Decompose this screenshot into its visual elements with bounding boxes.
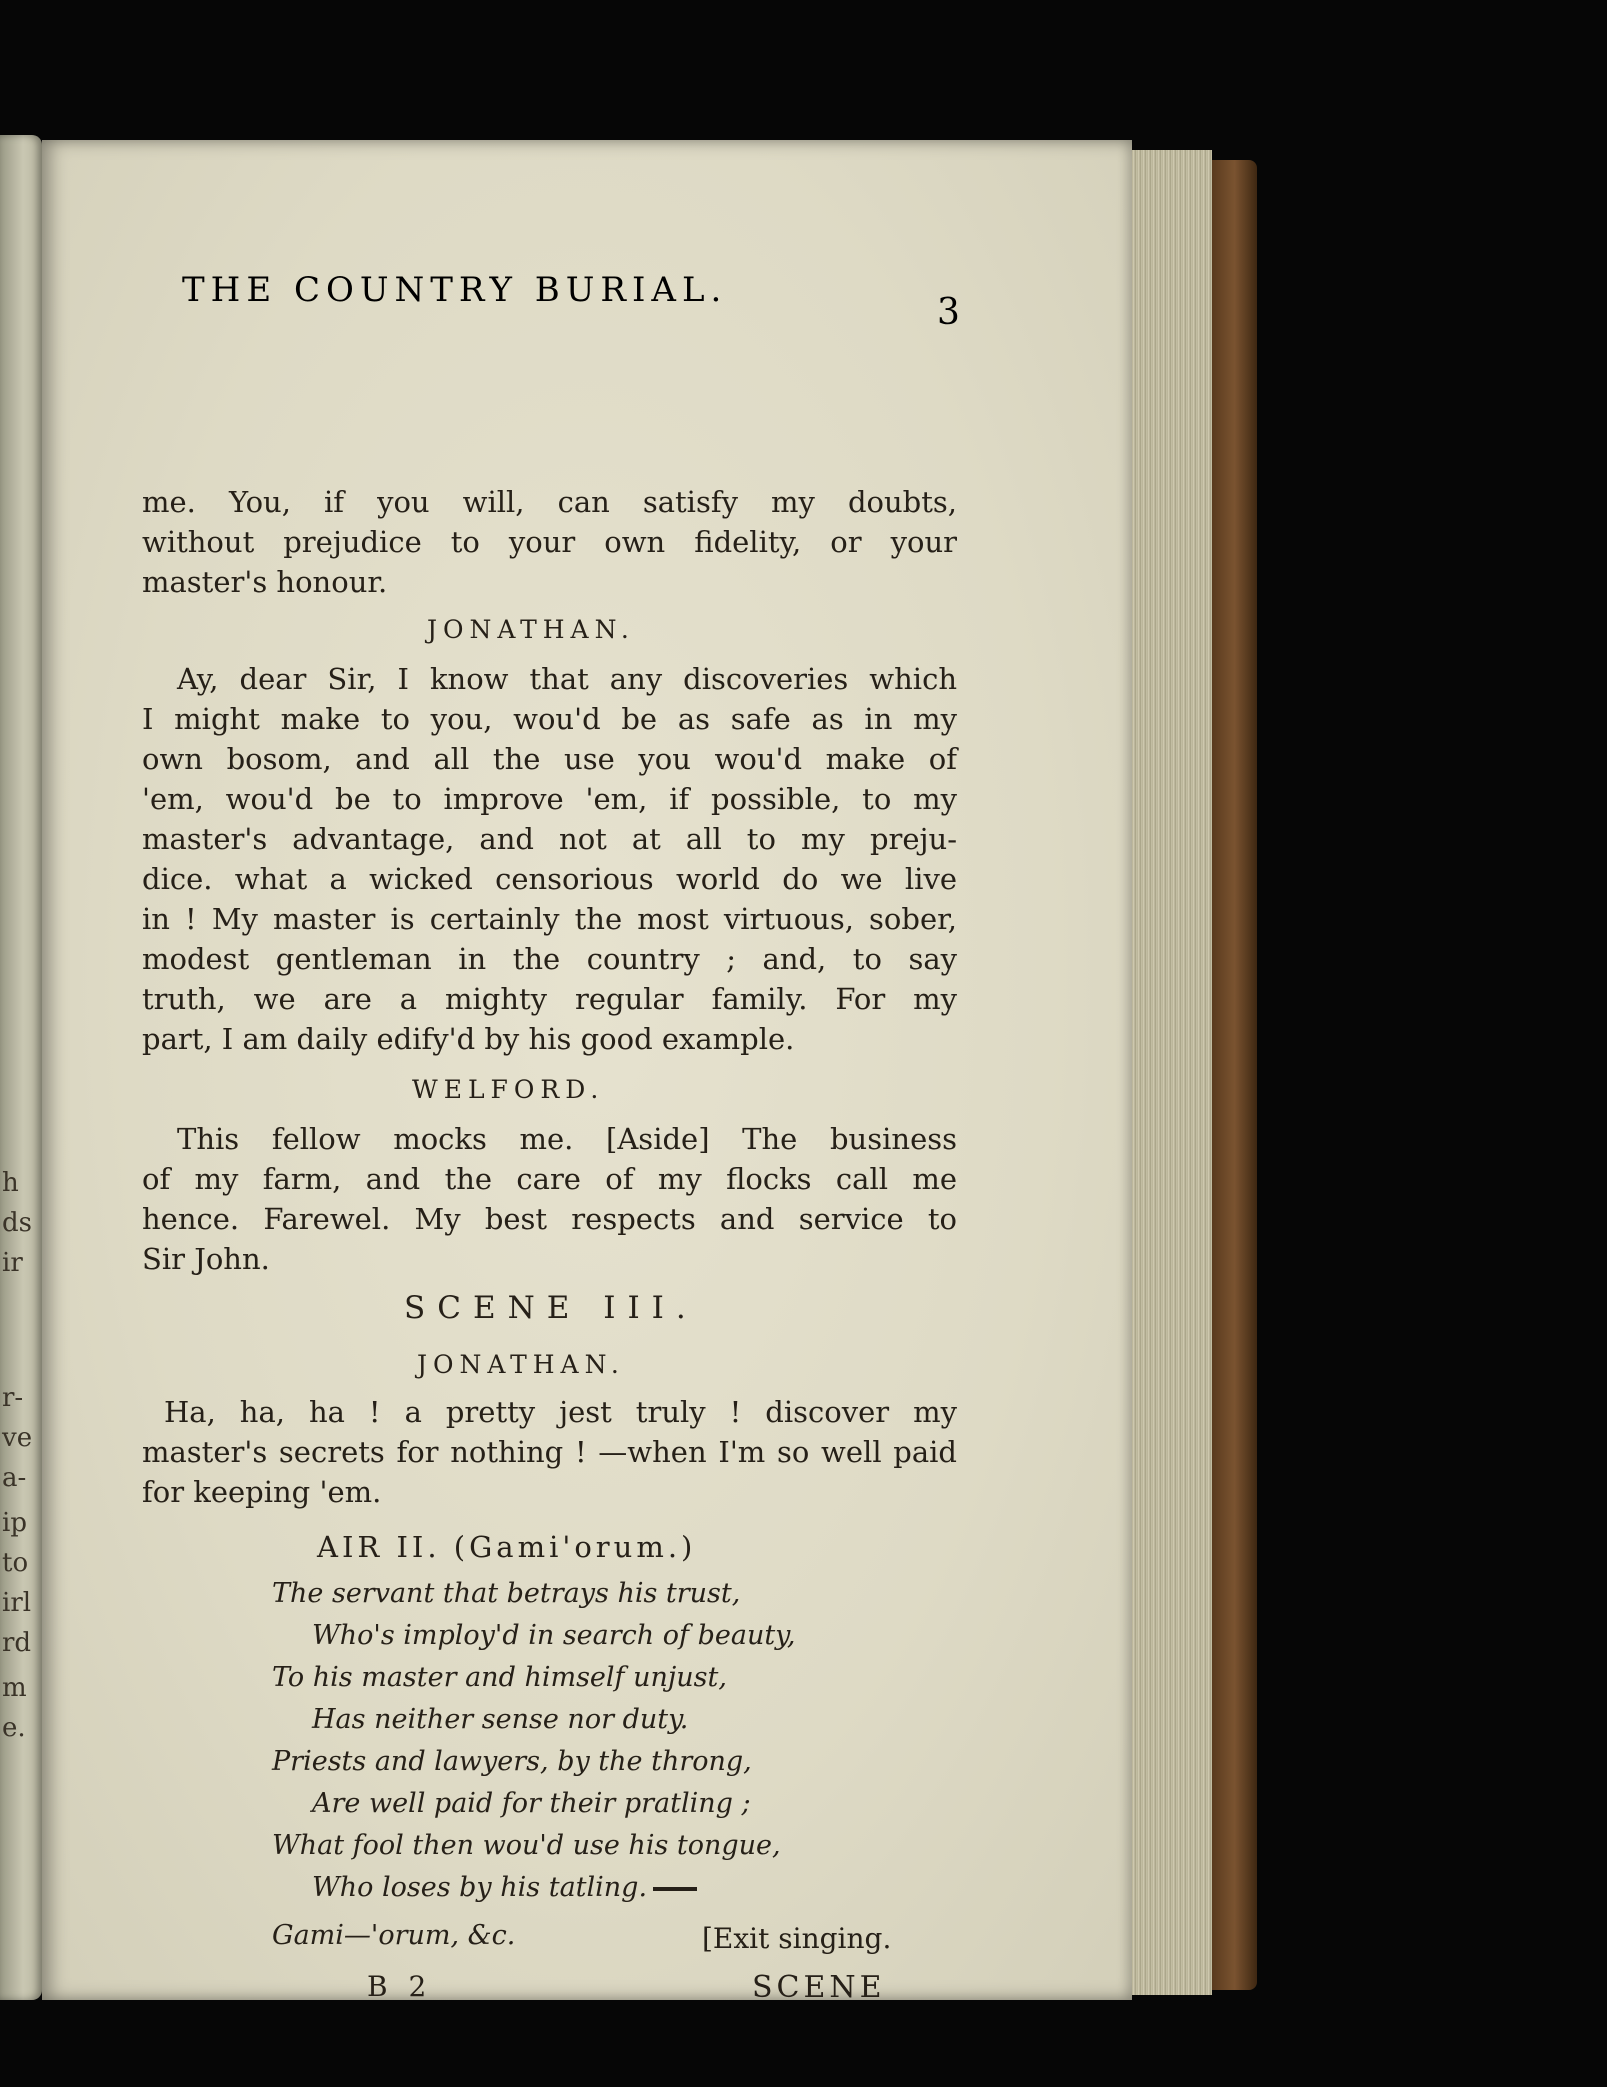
text-line: master's secrets for nothing ! —when I'm so well paid [142,1435,957,1469]
text-line: Ha, ha, ha ! a pretty jest truly ! discover my [164,1395,957,1429]
refrain-line: Gami—'orum, &c. [272,1920,516,1951]
previous-page-fragment: h [2,1168,19,1198]
text-line: I might make to you, wou'd be as safe as in my [142,702,957,736]
previous-page-fragment: irl [2,1588,32,1618]
text-line: own bosom, and all the use you wou'd make of [142,742,957,776]
text-line: hence. Farewel. My best respects and service to [142,1202,957,1236]
text-line: truth, we are a mighty regular family. For my [142,982,957,1016]
previous-page-fragment: ip [2,1508,27,1538]
verse-line: Are well paid for their pratling ; [312,1788,751,1819]
text-line: without prejudice to your own fidelity, or your [142,525,957,559]
previous-page-edge [0,135,42,2000]
verse-line: To his master and himself unjust, [272,1662,727,1693]
text-line: of my farm, and the care of my flocks call me [142,1162,957,1196]
book-cover-edge [1212,160,1257,1990]
text-line: modest gentleman in the country ; and, to say [142,942,957,976]
text-line: This fellow mocks me. [Aside] The business [177,1122,957,1156]
speaker-name: JONATHAN. [427,615,635,644]
book-page [42,140,1132,2005]
verse-line: What fool then wou'd use his tongue, [272,1830,781,1861]
text-line: Sir John. [142,1242,270,1276]
text-line: in ! My master is certainly the most virtuous, sober, [142,902,957,936]
text-line: me. You, if you will, can satisfy my doubts, [142,485,957,519]
verse-line [312,1872,697,1903]
text-line: for keeping 'em. [142,1475,382,1509]
verse-line: Priests and lawyers, by the throng, [272,1746,752,1777]
signature-mark: B 2 [367,1970,433,2003]
verse-line-text: Who loses by his tatling. [312,1872,648,1903]
previous-page-fragment: m [2,1673,27,1703]
scene-heading: SCENE III. [404,1290,698,1326]
previous-page-fragment: e. [2,1713,26,1743]
catchword: SCENE [752,1970,886,2005]
running-head: THE COUNTRY BURIAL. [182,270,728,310]
previous-page-fragment: rd [2,1628,32,1658]
speaker-name: JONATHAN. [417,1350,625,1379]
text-line: 'em, wou'd be to improve 'em, if possible, to my [142,782,957,816]
text-line: master's advantage, and not at all to my preju- [142,822,957,856]
dash-rule [653,1887,697,1891]
stage-direction: [Exit singing. [702,1922,892,1955]
verse-line: Has neither sense nor duty. [312,1704,689,1735]
previous-page-fragment: to [2,1548,29,1578]
verse-line: Who's imploy'd in search of beauty, [312,1620,796,1651]
text-line: dice. what a wicked censorious world do we live [142,862,957,896]
air-heading: AIR II. (Gami'orum.) [317,1530,697,1564]
previous-page-fragment: ve [2,1423,33,1453]
page-edges [1132,150,1212,1995]
verse-line: The servant that betrays his trust, [272,1578,741,1609]
text-line: part, I am daily edify'd by his good example. [142,1022,795,1056]
speaker-name: WELFORD. [412,1075,605,1104]
previous-page-fragment: ds [2,1208,32,1238]
text-line: master's honour. [142,565,388,599]
previous-page-fragment: r- [2,1383,24,1413]
text-line: Ay, dear Sir, I know that any discoveries which [177,662,957,696]
previous-page-fragment: a- [2,1463,27,1493]
page-number: 3 [937,292,960,333]
previous-page-fragment: ir [2,1248,23,1278]
